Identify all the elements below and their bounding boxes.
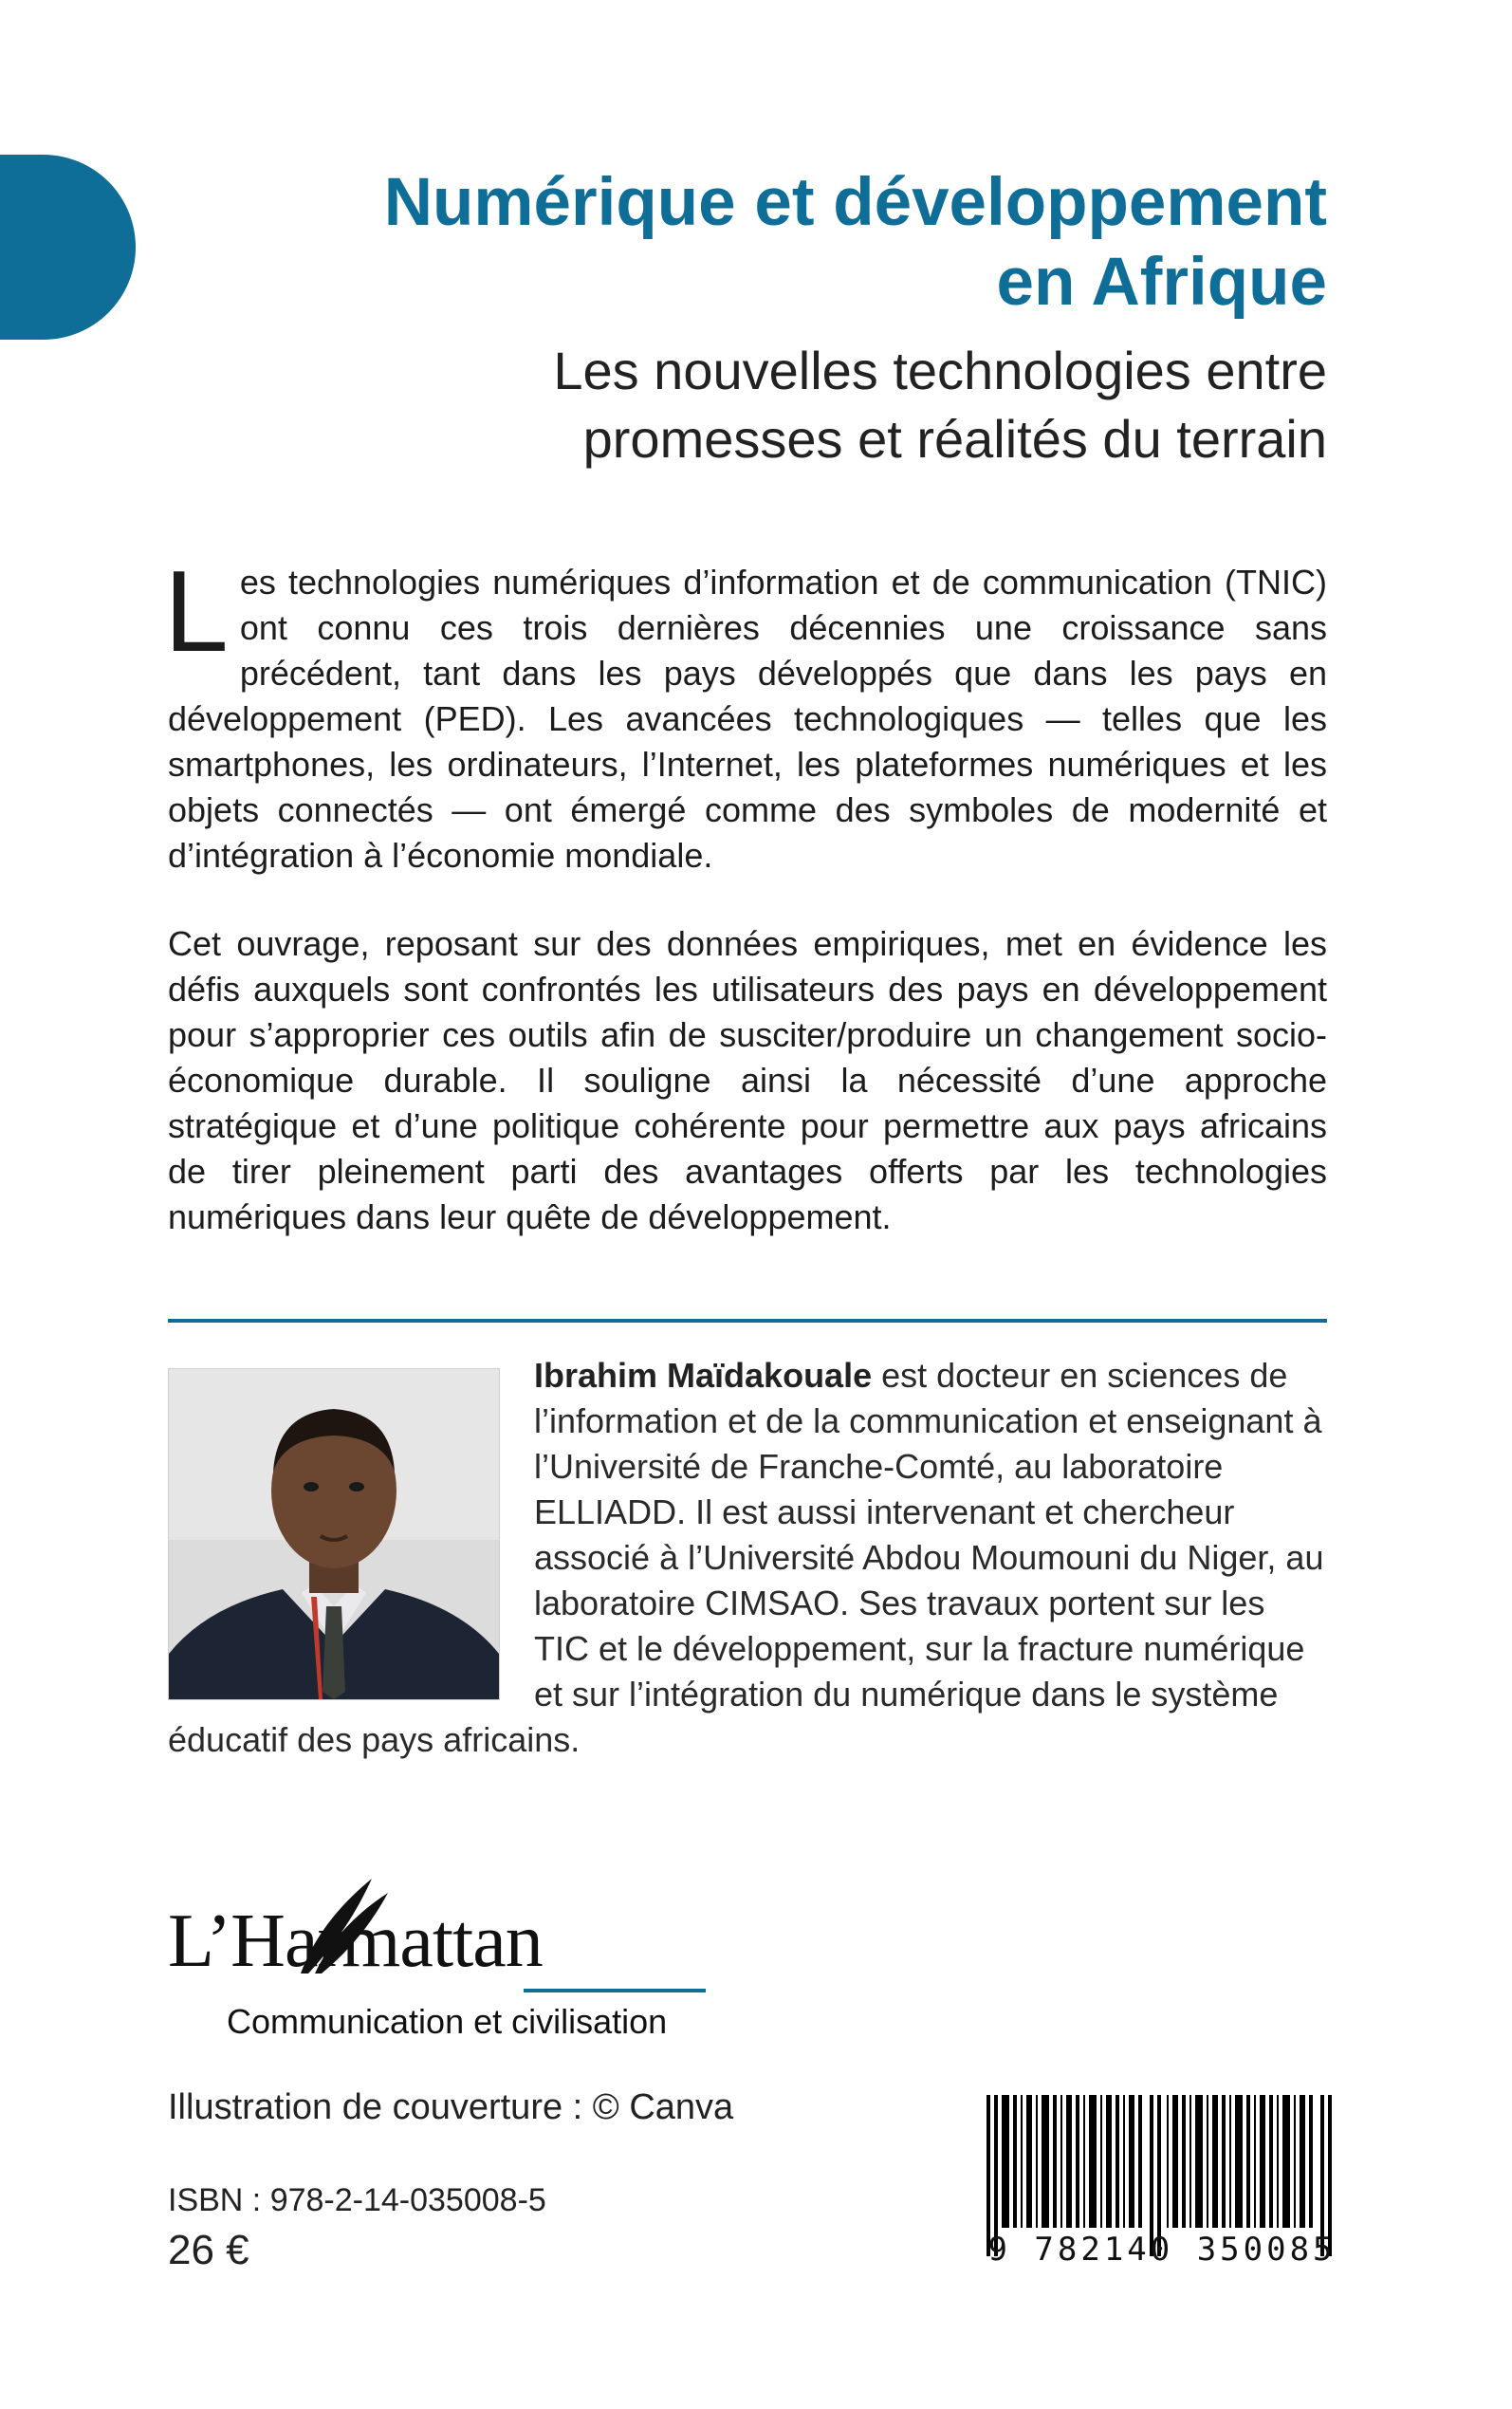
subtitle-line-2: promesses et réalités du terrain <box>582 409 1327 469</box>
drop-cap: L <box>164 547 229 676</box>
logo-underline <box>524 1989 706 1992</box>
blurb-paragraph-1 <box>164 547 1327 879</box>
barcode-digits: 9 782140 350085 <box>987 2231 1337 2269</box>
section-divider <box>168 1319 1327 1323</box>
price: 26 € <box>168 2227 249 2273</box>
author-name: Ibrahim Maïdakouale <box>534 1356 873 1395</box>
publisher-name: L’Harmattan <box>168 1899 543 1983</box>
accent-tab <box>0 155 136 340</box>
author-bio <box>168 1353 1327 1763</box>
collection-name: Communication et civilisation <box>227 2002 668 2041</box>
blurb-paragraph-1-text: es technologies numériques d’information et de communication (TNIC) ont connu ces trois dernières décennies une croissance sans précédent, tant dans les pays développés que dans les pays en développement (PED). Les avancées technologiques — telles que les smartphones, les ordinateurs, l’Internet, les plateformes numériques et les objets connectés — ont émergé comme des symboles de modernité et d’intégration à l’économie mondiale. <box>168 563 1327 875</box>
book-title <box>189 163 1327 323</box>
isbn: ISBN : 978-2-14-035008-5 <box>168 2182 546 2218</box>
title-line-1: Numérique et développement <box>383 165 1327 240</box>
publisher-logo <box>168 1874 737 2064</box>
illustration-credit: Illustration de couverture : © Canva <box>168 2087 734 2127</box>
author-photo <box>168 1368 500 1700</box>
subtitle-line-1: Les nouvelles technologies entre <box>553 341 1327 400</box>
author-bio-text: est docteur en sciences de l’information et de la communication et enseignant à l’Université de Franche-Comté, au laboratoire ELLIADD. Il est aussi intervenant et chercheur associé à l’Université Abdou Moumouni du Niger, au laboratoire CIMSAO. Ses travaux portent sur les TIC et le développement, sur la fracture numérique et sur l’intégration du numérique dans le système éducatif des pays africains. <box>168 1356 1324 1759</box>
blurb-paragraph-2: Cet ouvrage, reposant sur des données empiriques, met en évidence les défis auxquels sont confrontés les utilisateurs des pays en développement pour s’approprier ces outils afin de susciter/produire un changement socio-économique durable. Il souligne ainsi la nécessité d’une approche stratégique et d’une politique cohérente pour permettre aux pays africains de tirer pleinement parti des avantages offerts par les technologies numériques dans leur quête de développement. <box>168 924 1327 1236</box>
book-subtitle <box>189 337 1327 473</box>
title-line-2: en Afrique <box>996 245 1327 320</box>
